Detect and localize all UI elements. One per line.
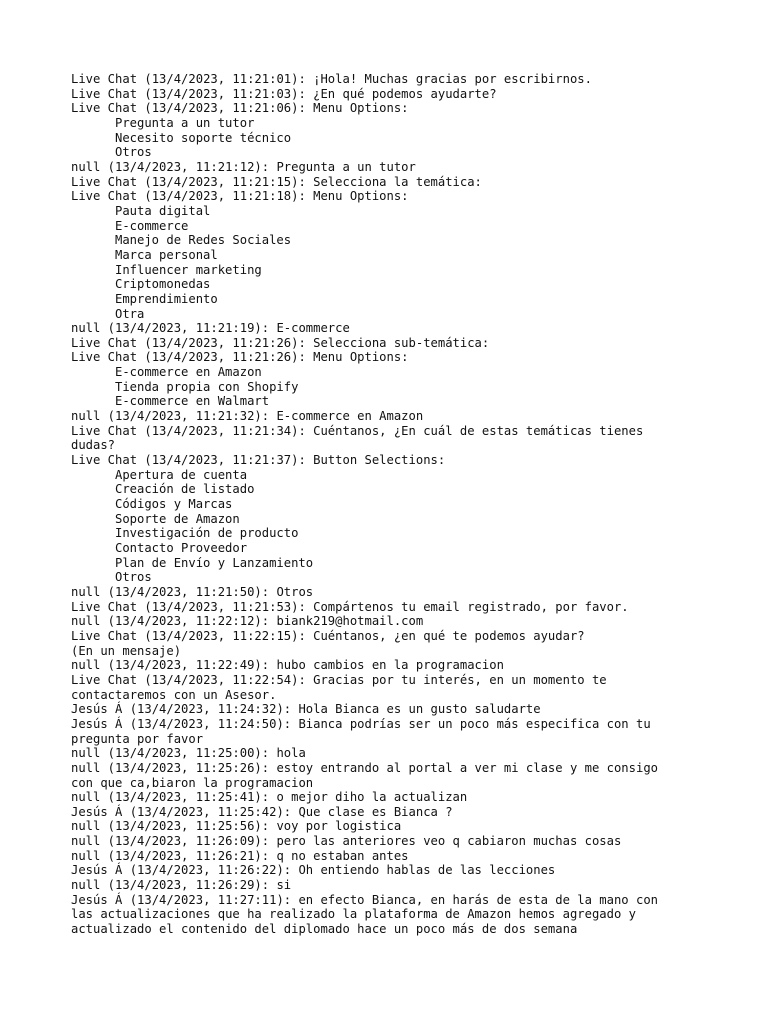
chat-message-line: null (13/4/2023, 11:21:32): E-commerce en Amazon xyxy=(71,409,424,424)
chat-message-line: null (13/4/2023, 11:22:12): biank219@hotmail.com xyxy=(71,614,424,629)
menu-option-line: Otros xyxy=(115,145,152,160)
chat-message-line: Live Chat (13/4/2023, 11:21:34): Cuéntanos, ¿En cuál de estas temáticas tienes dudas? xyxy=(71,423,644,453)
menu-option-line: Creación de listado xyxy=(115,482,255,497)
menu-option-line: Necesito soporte técnico xyxy=(115,130,292,145)
chat-message-line: Jesús Á (13/4/2023, 11:24:32): Hola Bianca es un gusto saludarte xyxy=(71,702,541,717)
menu-option-line: Otros xyxy=(115,570,152,585)
chat-message-line: null (13/4/2023, 11:25:56): voy por logistica xyxy=(71,819,402,834)
menu-option-line: Influencer marketing xyxy=(115,262,262,277)
menu-option-line: Pregunta a un tutor xyxy=(115,115,255,130)
menu-option-line: Manejo de Redes Sociales xyxy=(115,233,292,248)
menu-option-line: E-commerce xyxy=(115,218,189,233)
menu-option-line: Otra xyxy=(115,306,145,321)
menu-option-line: Códigos y Marcas xyxy=(115,497,233,512)
chat-message-line: Live Chat (13/4/2023, 11:22:15): Cuéntanos, ¿en qué te podemos ayudar? (En un mensaje) xyxy=(71,628,585,658)
menu-option-line: Contacto Proveedor xyxy=(115,541,248,555)
chat-message-line: Jesús Á (13/4/2023, 11:26:22): Oh entiendo hablas de las lecciones xyxy=(71,863,556,878)
menu-option-line: Marca personal xyxy=(115,247,218,262)
chat-message-line: Jesús Á (13/4/2023, 11:25:42): Que clase es Bianca ? xyxy=(71,804,453,819)
menu-option-line: Criptomonedas xyxy=(115,277,211,292)
chat-message-line: null (13/4/2023, 11:26:09): pero las anteriores veo q cabiaron muchas cosas xyxy=(71,834,622,849)
chat-message-line: Live Chat (13/4/2023, 11:21:26): Selecciona sub-temática: xyxy=(71,335,490,350)
menu-option-line: Soporte de Amazon xyxy=(115,511,240,526)
menu-option-line: Pauta digital xyxy=(115,203,211,218)
chat-message-line: Live Chat (13/4/2023, 11:21:03): ¿En qué podemos ayudarte? xyxy=(71,86,497,101)
chat-message-line: Live Chat (13/4/2023, 11:21:01): ¡Hola! Muchas gracias por escribirnos. xyxy=(71,72,592,86)
menu-option-line: E-commerce en Amazon xyxy=(115,365,262,380)
chat-message-line: null (13/4/2023, 11:21:19): E-commerce xyxy=(71,321,350,336)
chat-transcript xyxy=(71,72,691,937)
menu-option-line: Apertura de cuenta xyxy=(115,467,248,482)
chat-message-line: Live Chat (13/4/2023, 11:21:18): Menu Options: xyxy=(71,189,409,204)
chat-message-line: Live Chat (13/4/2023, 11:21:53): Compártenos tu email registrado, por favor. xyxy=(71,599,629,614)
chat-message-line: null (13/4/2023, 11:26:21): q no estaban antes xyxy=(71,848,409,863)
chat-message-line: null (13/4/2023, 11:25:26): estoy entrando al portal a ver mi clase y me consigo con que ca,biaron la programacion xyxy=(71,760,658,790)
chat-message-line: null (13/4/2023, 11:22:49): hubo cambios en la programacion xyxy=(71,658,504,673)
menu-option-line: Investigación de producto xyxy=(115,526,299,541)
chat-message-line: Live Chat (13/4/2023, 11:21:15): Selecciona la temática: xyxy=(71,174,482,189)
chat-message-line: Live Chat (13/4/2023, 11:21:26): Menu Options: xyxy=(71,350,409,365)
chat-message-line: null (13/4/2023, 11:21:12): Pregunta a un tutor xyxy=(71,159,416,174)
chat-message-line: Live Chat (13/4/2023, 11:21:37): Button Selections: xyxy=(71,453,446,468)
menu-option-line: E-commerce en Walmart xyxy=(115,394,270,409)
chat-message-line: null (13/4/2023, 11:26:29): si xyxy=(71,878,292,893)
chat-message-line: null (13/4/2023, 11:25:41): o mejor diho la actualizan xyxy=(71,790,468,805)
menu-option-line: Tienda propia con Shopify xyxy=(115,379,299,394)
chat-message-line: Live Chat (13/4/2023, 11:22:54): Gracias por tu interés, en un momento te contactaremos con un Asesor. xyxy=(71,672,607,702)
menu-option-line: Plan de Envío y Lanzamiento xyxy=(115,555,314,570)
chat-message-line: Jesús Á (13/4/2023, 11:24:50): Bianca podrías ser un poco más especifica con tu pregunta por favor xyxy=(71,716,651,746)
chat-message-line: null (13/4/2023, 11:21:50): Otros xyxy=(71,584,314,599)
chat-message-line: Live Chat (13/4/2023, 11:21:06): Menu Options: xyxy=(71,101,409,116)
chat-message-line: Jesús Á (13/4/2023, 11:27:11): en efecto Bianca, en harás de esta de la mano con las actualizaciones que ha realizado la plataforma de Amazon hemos agregado y actualizado el contenido del diplomado hace un poco más de dos semana xyxy=(71,892,658,937)
menu-option-line: Emprendimiento xyxy=(115,291,218,306)
chat-message-line: null (13/4/2023, 11:25:00): hola xyxy=(71,746,306,761)
